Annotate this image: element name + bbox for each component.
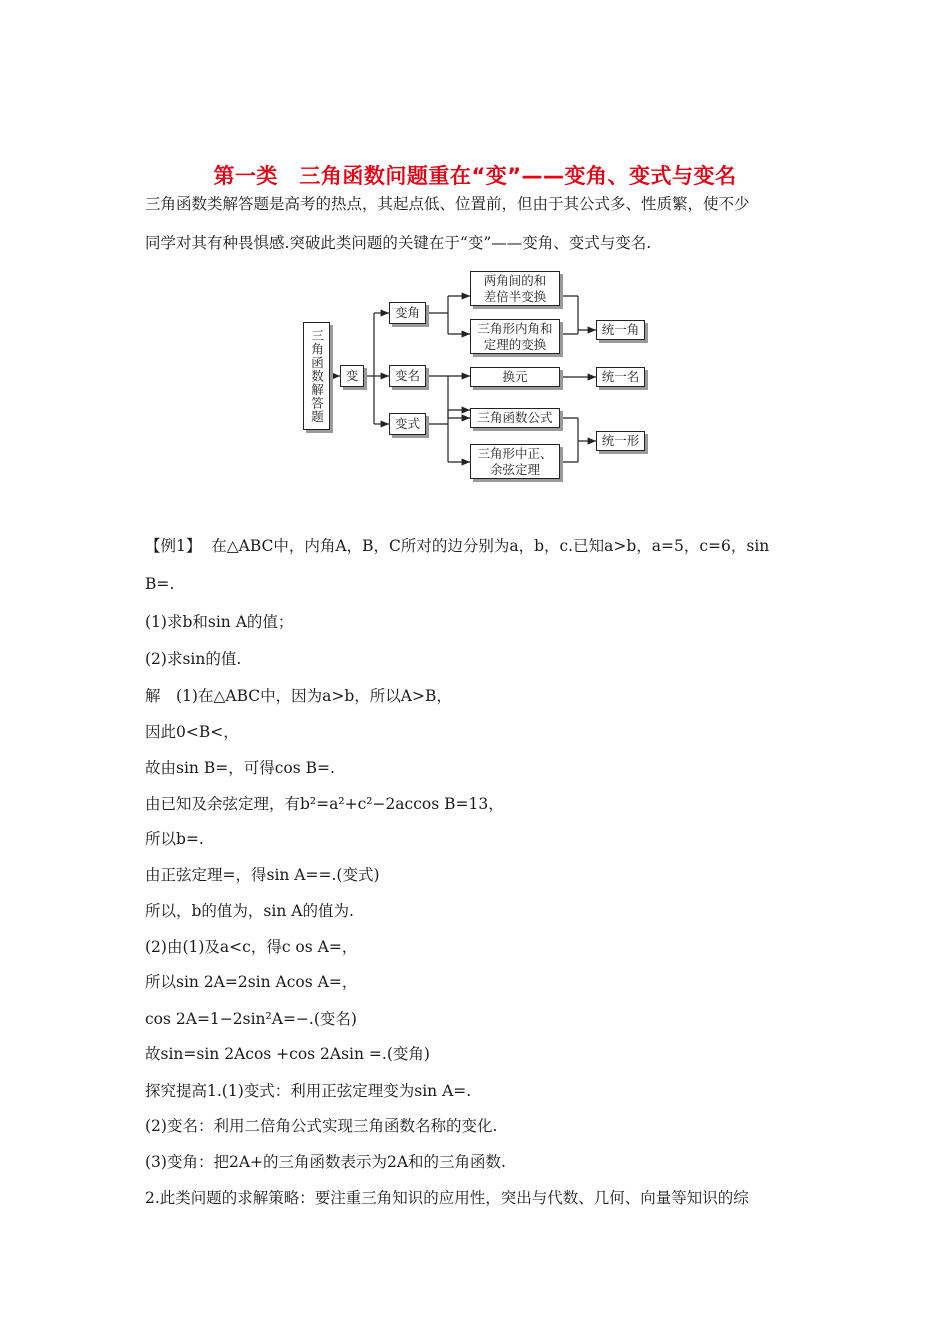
solution-line: cos 2A=1−2sin²A=−.(变名): [145, 1010, 357, 1028]
diagram-tool-sine-cosine-law-line-1: 三角形中正、: [477, 445, 553, 461]
diagram-method-form: 变式: [389, 413, 426, 435]
diagram-connectors: [0, 0, 950, 520]
diagram-tool-sum-diff-line-1: 两角间的和: [483, 272, 547, 288]
example-stem-line-1: [145, 536, 769, 556]
solution-line: 由已知及余弦定理，有b²=a²+c²−2accos B=13，: [145, 795, 504, 813]
solution-line: 故sin=sin 2Acos +cos 2Asin =.(变角): [145, 1045, 430, 1063]
example-label: 【例1】: [145, 537, 202, 555]
diagram-method-name: 变名: [389, 365, 426, 387]
diagram-tool-sine-cosine-law: [470, 444, 560, 479]
solution-line: 所以，b的值为，sin A的值为.: [145, 902, 354, 920]
question-1: (1)求b和sin A的值；: [145, 613, 294, 631]
example-stem-1: 在△ABC中，内角A，B，C所对的边分别为a，b，c.已知a>b，a=5，c=6，sin: [211, 537, 770, 555]
diagram-tool-sum-diff-line-2: 差倍半变换: [483, 288, 547, 304]
example-stem-2: B=.: [145, 575, 175, 593]
diagram-goal-name: 统一名: [596, 367, 645, 387]
insight-line: 探究提高1.(1)变式：利用正弦定理变为sin A=.: [145, 1082, 472, 1100]
diagram-tool-trig-formula: 三角函数公式: [470, 408, 560, 428]
diagram-root: 三角函数解答题: [303, 322, 330, 430]
diagram-tool-sum-diff: [470, 271, 560, 306]
page-title: 第一类 三角函数问题重在“变”——变角、变式与变名: [213, 164, 737, 188]
diagram-tool-substitution: 换元: [470, 367, 560, 387]
diagram-tool-sine-cosine-law-line-2: 余弦定理: [489, 461, 540, 477]
diagram-tool-angle-sum-line-1: 三角形内角和: [477, 320, 553, 336]
diagram-tool-angle-sum: [470, 319, 560, 354]
insight-line: (2)变名：利用二倍角公式实现三角函数名称的变化.: [145, 1117, 498, 1135]
solution-line: (2)由(1)及a<c，得c os A=，: [145, 938, 358, 956]
solution-line: 所以b=.: [145, 830, 204, 848]
solution-line: 解 (1)在△ABC中，因为a>b，所以A>B，: [145, 687, 452, 705]
diagram-goal-angle: 统一角: [596, 320, 645, 340]
diagram-tool-angle-sum-line-2: 定理的变换: [483, 336, 547, 352]
insight-line: (3)变角：把2A+的三角函数表示为2A和的三角函数.: [145, 1153, 506, 1171]
intro-line-2: 同学对其有种畏惧感.突破此类问题的关键在于“变”——变角、变式与变名.: [145, 234, 652, 252]
diagram-method-angle: 变角: [389, 302, 426, 324]
solution-line: 故由sin B=，可得cos B=.: [145, 759, 335, 777]
intro-line-1: 三角函数类解答题是高考的热点，其起点低、位置前，但由于其公式多、性质繁，使不少: [145, 195, 750, 213]
diagram-goal-form: 统一形: [596, 431, 645, 451]
solution-line: 所以sin 2A=2sin Acos A=，: [145, 973, 358, 991]
solution-line: 因此0<B<，: [145, 723, 239, 741]
question-2: (2)求sin的值.: [145, 650, 242, 668]
solution-line: 由正弦定理=，得sin A==.(变式): [145, 866, 380, 884]
insight-line: 2.此类问题的求解策略：要注重三角知识的应用性，突出与代数、几何、向量等知识的综: [145, 1189, 749, 1207]
diagram-change: 变: [340, 365, 364, 387]
